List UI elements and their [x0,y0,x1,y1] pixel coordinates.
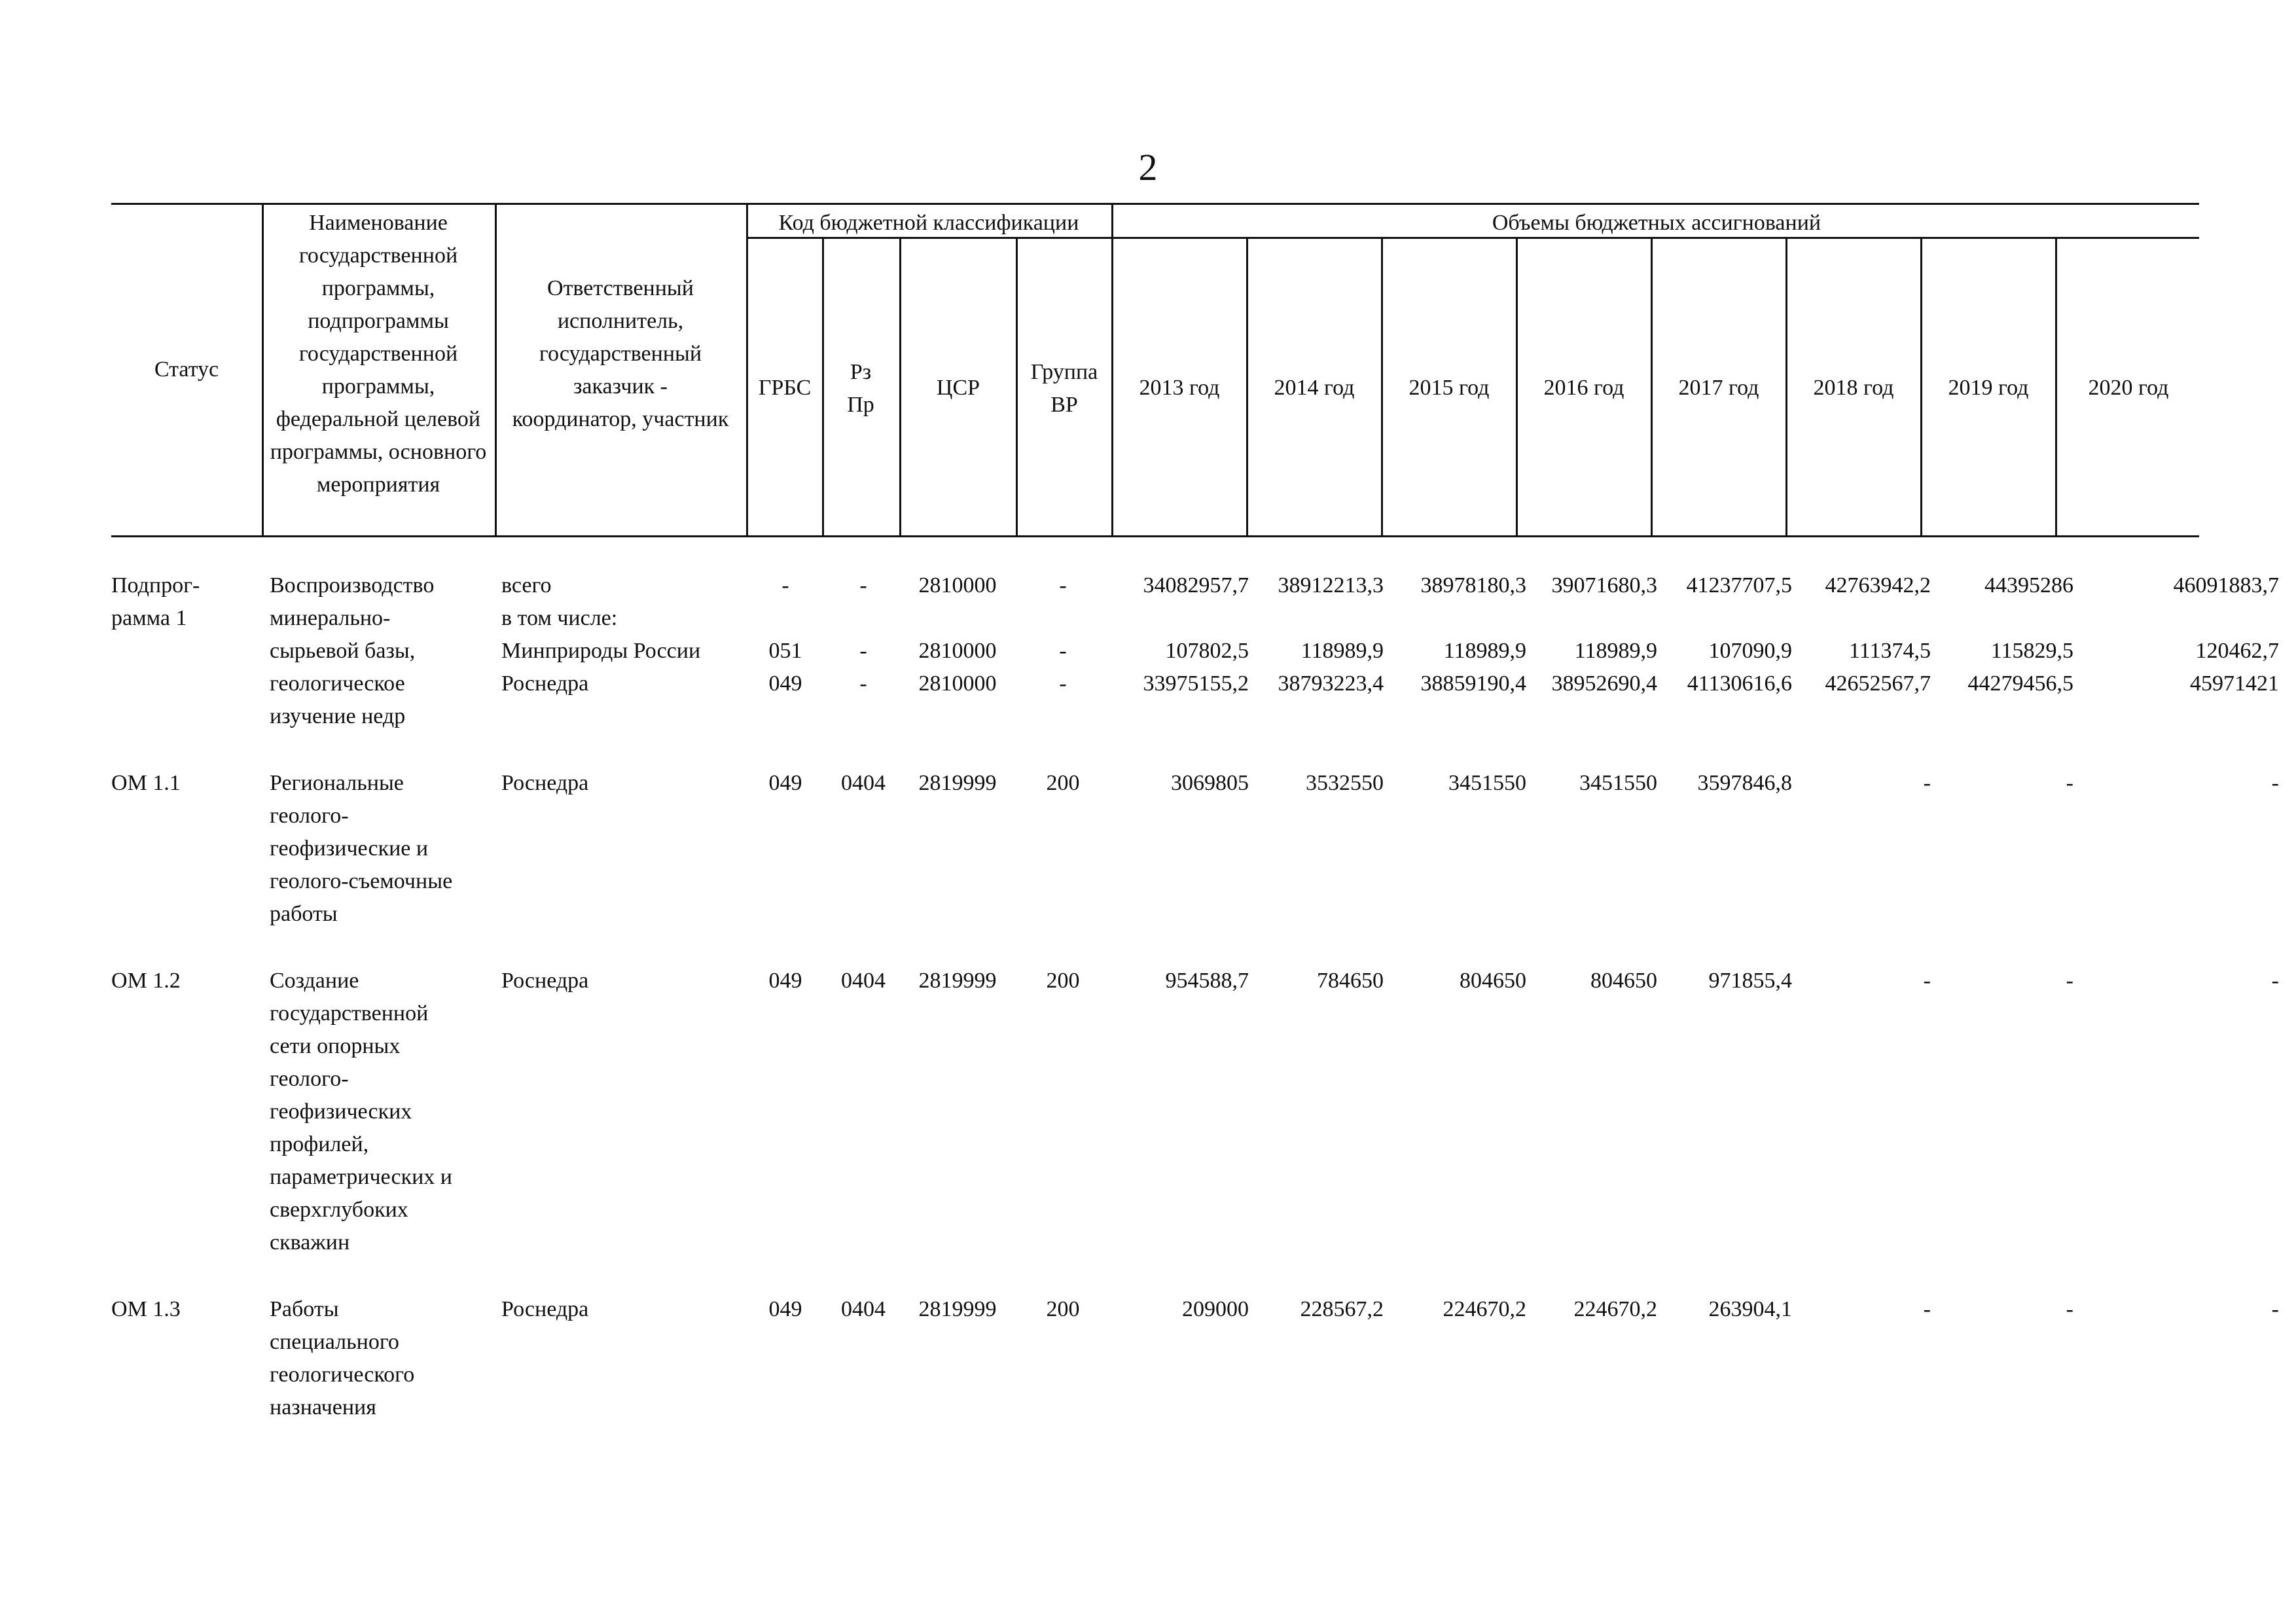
row-value-2013: 107802,5 [1165,639,1249,663]
row-value-2016: 38952690,4 [1551,671,1657,696]
row-value-2016: 39071680,3 [1551,573,1657,597]
header-top-rule [111,203,2199,205]
row-value-2016: 3451550 [1579,771,1657,795]
row-value-2018: 42763942,2 [1825,573,1931,597]
row-value-2020: - [2271,1297,2279,1321]
header-executor: Ответственный исполнитель, государственный заказчик - координатор, участник [512,276,729,431]
row-value-2015: 38859190,4 [1420,671,1526,696]
row-value-2019: - [2066,771,2073,795]
header-year-2018: 2018 год [1813,376,1894,400]
col-sep [1785,237,1787,537]
row-executor: Роснедра [501,969,589,993]
row-value-2020: 46091883,7 [2173,573,2279,597]
row-value-2014: 228567,2 [1300,1297,1384,1321]
row-value-2019: - [2066,1297,2073,1321]
row-value-2017: 971855,4 [1708,969,1792,993]
row-value-2015: 118989,9 [1443,639,1526,663]
row-vr: 200 [1046,1297,1080,1321]
row-value-2019: 44395286 [1984,573,2073,597]
row-value-2015: 224670,2 [1443,1297,1526,1321]
header-rzpr: Рз Пр [847,360,874,417]
row-vr: 200 [1046,969,1080,993]
row-value-2013: 34082957,7 [1143,573,1249,597]
header-grbs: ГРБС [758,376,812,400]
row-value-2014: 38793223,4 [1278,671,1384,696]
col-sep [1516,237,1518,537]
row-csr: 2810000 [918,639,997,663]
row-value-2014: 38912213,3 [1278,573,1384,597]
row-name: Региональные геолого- геофизические и геолого-съемочные работы [270,771,453,926]
row-value-2017: 3597846,8 [1697,771,1792,795]
row-status: ОМ 1.1 [111,771,181,795]
row-value-2017: 263904,1 [1708,1297,1792,1321]
col-sep [746,203,748,537]
col-sep [1651,237,1653,537]
row-rzpr: 0404 [841,771,886,795]
header-vr: Группа ВР [1030,360,1098,417]
row-value-2018: - [1923,771,1931,795]
row-executor: Роснедра [501,1297,589,1321]
row-value-2013: 954588,7 [1165,969,1249,993]
col-sep [822,237,824,537]
row-vr: - [1059,671,1067,696]
col-sep [495,203,497,537]
row-status: ОМ 1.2 [111,969,181,993]
row-status: Подпрог- рамма 1 [111,573,200,630]
row-value-2016: 804650 [1590,969,1657,993]
row-executor: Роснедра [501,771,589,795]
col-sep [1016,237,1018,537]
row-executor: Минприроды России [501,639,701,663]
row-value-2020: 45971421 [2190,671,2279,696]
row-rzpr: - [859,639,867,663]
row-rzpr: 0404 [841,1297,886,1321]
header-code-group: Код бюджетной классификации [778,211,1079,235]
col-sep [1920,237,1922,537]
header-year-2014: 2014 год [1274,376,1355,400]
header-year-2016: 2016 год [1543,376,1624,400]
row-value-2014: 118989,9 [1300,639,1384,663]
row-executor: всего [501,573,552,597]
header-name: Наименование государственной программы, подпрограммы государственной программы, федеральной целевой программы, основного мероприятия [270,211,487,497]
row-vr: 200 [1046,771,1080,795]
header-year-2017: 2017 год [1678,376,1759,400]
row-value-2019: - [2066,969,2073,993]
col-sep [262,203,264,537]
header-year-2015: 2015 год [1408,376,1490,400]
row-value-2017: 107090,9 [1708,639,1792,663]
row-value-2018: 42652567,7 [1825,671,1931,696]
row-grbs: 049 [768,771,802,795]
row-value-2016: 224670,2 [1573,1297,1657,1321]
row-rzpr: 0404 [841,969,886,993]
header-csr: ЦСР [936,376,980,400]
col-sep [1111,203,1113,537]
row-value-2018: 111374,5 [1849,639,1931,663]
row-value-2015: 3451550 [1448,771,1526,795]
row-value-2017: 41237707,5 [1686,573,1792,597]
header-status: Статус [154,357,219,382]
row-vr: - [1059,573,1067,597]
row-executor: в том числе: [501,606,618,630]
row-status: ОМ 1.3 [111,1297,181,1321]
row-value-2019: 44279456,5 [1967,671,2073,696]
row-vr: - [1059,639,1067,663]
row-rzpr: - [859,671,867,696]
row-value-2016: 118989,9 [1574,639,1657,663]
col-sep [899,237,901,537]
col-sep [1381,237,1383,537]
row-value-2020: 120462,7 [2195,639,2279,663]
row-value-2015: 38978180,3 [1420,573,1526,597]
row-name: Воспроизводство минерально- сырьевой базы, геологическое изучение недр [270,573,435,728]
row-value-2014: 784650 [1317,969,1384,993]
row-value-2018: - [1923,969,1931,993]
page-number: 2 [1138,146,1158,188]
row-csr: 2819999 [918,1297,997,1321]
row-value-2013: 33975155,2 [1143,671,1249,696]
header-year-2019: 2019 год [1948,376,2029,400]
header-year-2013: 2013 год [1139,376,1220,400]
row-value-2020: - [2271,771,2279,795]
row-value-2013: 209000 [1182,1297,1249,1321]
row-csr: 2819999 [918,969,997,993]
row-value-2020: - [2271,969,2279,993]
row-rzpr: - [859,573,867,597]
row-csr: 2810000 [918,573,997,597]
row-csr: 2819999 [918,771,997,795]
row-value-2017: 41130616,6 [1687,671,1792,696]
row-value-2013: 3069805 [1171,771,1249,795]
row-executor: Роснедра [501,671,589,696]
row-value-2019: 115829,5 [1990,639,2073,663]
row-name: Работы специального геологического назначения [270,1297,415,1419]
row-grbs: 049 [768,671,802,696]
col-sep [2055,237,2057,537]
row-grbs: 049 [768,1297,802,1321]
row-grbs: 049 [768,969,802,993]
row-csr: 2810000 [918,671,997,696]
row-value-2014: 3532550 [1306,771,1384,795]
header-bottom-rule [111,535,2199,537]
row-value-2015: 804650 [1460,969,1526,993]
row-grbs: 051 [768,639,802,663]
row-grbs: - [781,573,789,597]
col-sep [1246,237,1248,537]
row-name: Создание государственной сети опорных геолого- геофизических профилей, параметрических и сверхглубоких скважин [270,969,452,1255]
header-volumes-group: Объемы бюджетных ассигнований [1492,211,1821,235]
row-value-2018: - [1923,1297,1931,1321]
header-year-2020: 2020 год [2088,376,2169,400]
